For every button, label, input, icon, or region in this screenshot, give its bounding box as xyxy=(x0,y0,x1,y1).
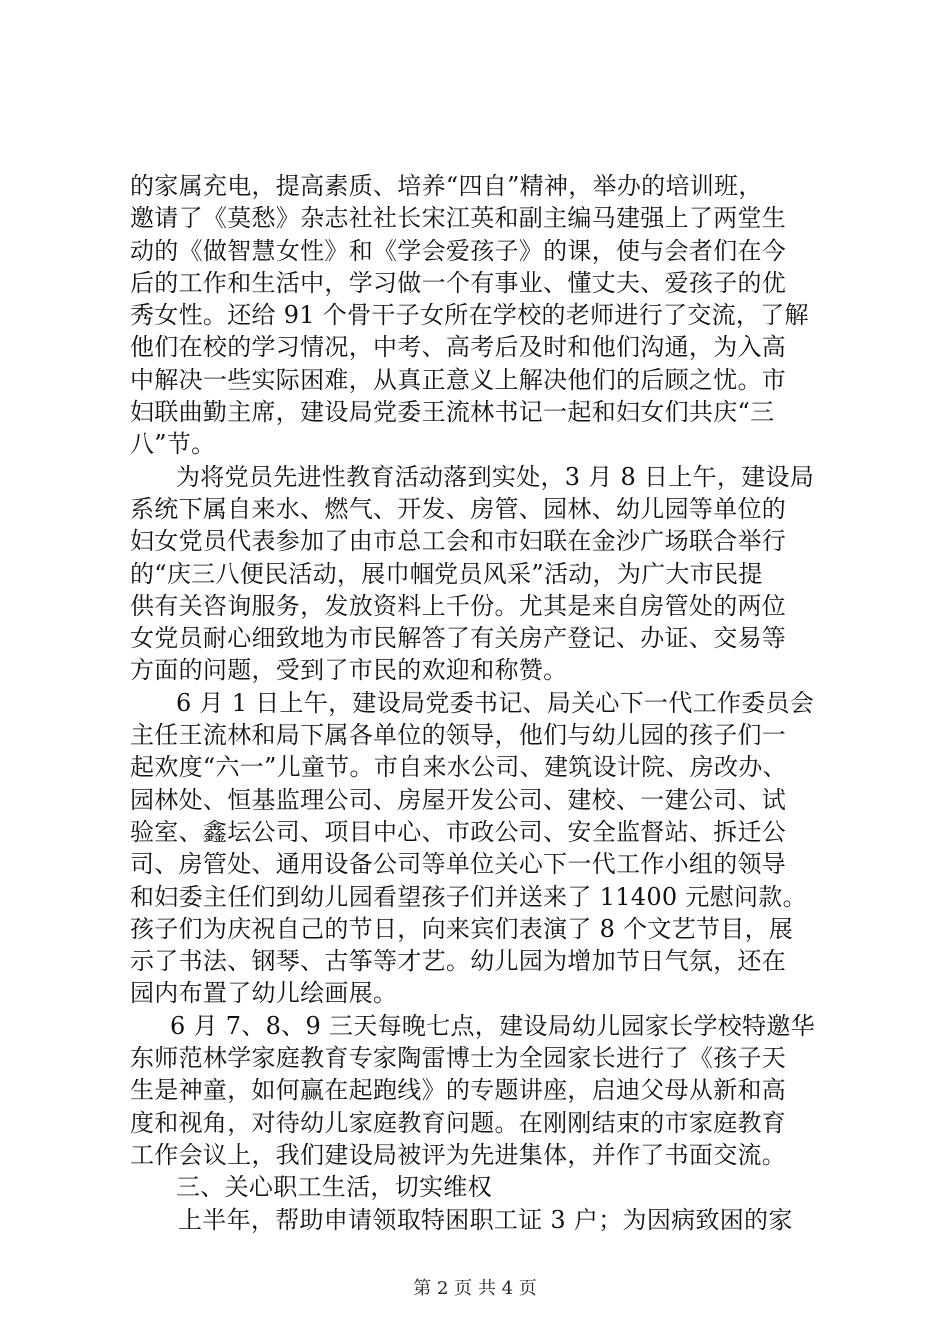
text-line: 和妇委主任们到幼儿园看望孩子们并送来了 11400 元慰问款。 xyxy=(130,882,807,911)
text-line: 八”节。 xyxy=(130,430,216,459)
text-line: 系统下属自来水、燃气、开发、房管、园林、幼儿园等单位的 xyxy=(130,494,787,523)
text-line: 度和视角，对待幼儿家庭教育问题。在刚刚结束的市家庭教育 xyxy=(130,1108,787,1137)
page-number-footer: 第 2 页 共 4 页 xyxy=(413,1278,537,1299)
paragraph-start-line: 6 月 1 日上午，建设局党委书记、局关心下一代工作委员会 xyxy=(176,688,815,717)
text-line: 的家属充电，提高素质、培养“四自”精神，举办的培训班， xyxy=(130,172,763,200)
text-line: 邀请了《莫愁》杂志社社长宋江英和副主编马建强上了两堂生 xyxy=(130,204,787,233)
paragraph-start-line: 为将党员先进性教育活动落到实处，3 月 8 日上午，建设局 xyxy=(176,462,815,491)
text-line: 妇女党员代表参加了由市总工会和市妇联在金沙广场联合举行 xyxy=(130,527,787,556)
text-line: 司、房管处、通用设备公司等单位关心下一代工作小组的领导 xyxy=(130,850,787,879)
text-line: 他们在校的学习情况，中考、高考后及时和他们沟通，为入高 xyxy=(130,333,787,362)
text-line: 示了书法、钢琴、古筝等才艺。幼儿园为增加节日气氛，还在 xyxy=(130,947,787,976)
text-line: 秀女性。还给 91 个骨干子女所在学校的老师进行了交流，了解 xyxy=(130,301,809,330)
paragraph-start-line: 上半年，帮助申请领取特困职工证 3 户；为因病致困的家 xyxy=(178,1205,793,1234)
text-line: 女党员耐心细致地为市民解答了有关房产登记、办证、交易等 xyxy=(130,624,787,653)
text-line: 的“庆三八便民活动，展巾帼党员风采”活动，为广大市民提 xyxy=(130,559,763,588)
text-line: 园林处、恒基监理公司、房屋开发公司、建校、一建公司、试 xyxy=(130,785,787,814)
text-line: 主任王流林和局下属各单位的领导，他们与幼儿园的孩子们一 xyxy=(130,721,787,750)
text-line: 后的工作和生活中，学习做一个有事业、懂丈夫、爱孩子的优 xyxy=(130,268,787,297)
text-line: 中解决一些实际困难，从真正意义上解决他们的后顾之忧。市 xyxy=(130,365,787,394)
document-body xyxy=(130,170,830,1236)
text-line: 妇联曲勤主席，建设局党委王流林书记一起和妇女们共庆“三 xyxy=(130,398,775,427)
text-line: 生是神童，如何赢在起跑线》的专题讲座，启迪父母从新和高 xyxy=(130,1076,787,1105)
text-line: 起欢度“六一”儿童节。市自来水公司、建筑设计院、房改办、 xyxy=(130,753,787,782)
text-line: 东师范林学家庭教育专家陶雷博士为全园家长进行了《孩子天 xyxy=(130,1044,787,1073)
text-line: 动的《做智慧女性》和《学会爱孩子》的课，使与会者们在今 xyxy=(130,236,787,265)
section-heading: 三、关心职工生活，切实维权 xyxy=(176,1173,492,1202)
text-line: 方面的问题，受到了市民的欢迎和称赞。 xyxy=(130,656,568,685)
text-line: 工作会议上，我们建设局被评为先进集体，并作了书面交流。 xyxy=(130,1140,787,1169)
paragraph-start-line: 6 月 7、8、9 三天每晚七点，建设局幼儿园家长学校特邀华 xyxy=(170,1011,815,1040)
text-line: 园内布置了幼儿绘画展。 xyxy=(130,979,398,1008)
text-line: 孩子们为庆祝自己的节日，向来宾们表演了 8 个文艺节目，展 xyxy=(130,914,794,943)
text-line: 供有关咨询服务，发放资料上千份。尤其是来自房管处的两位 xyxy=(130,591,787,620)
text-line: 验室、鑫坛公司、项目中心、市政公司、安全监督站、拆迁公 xyxy=(130,817,787,846)
